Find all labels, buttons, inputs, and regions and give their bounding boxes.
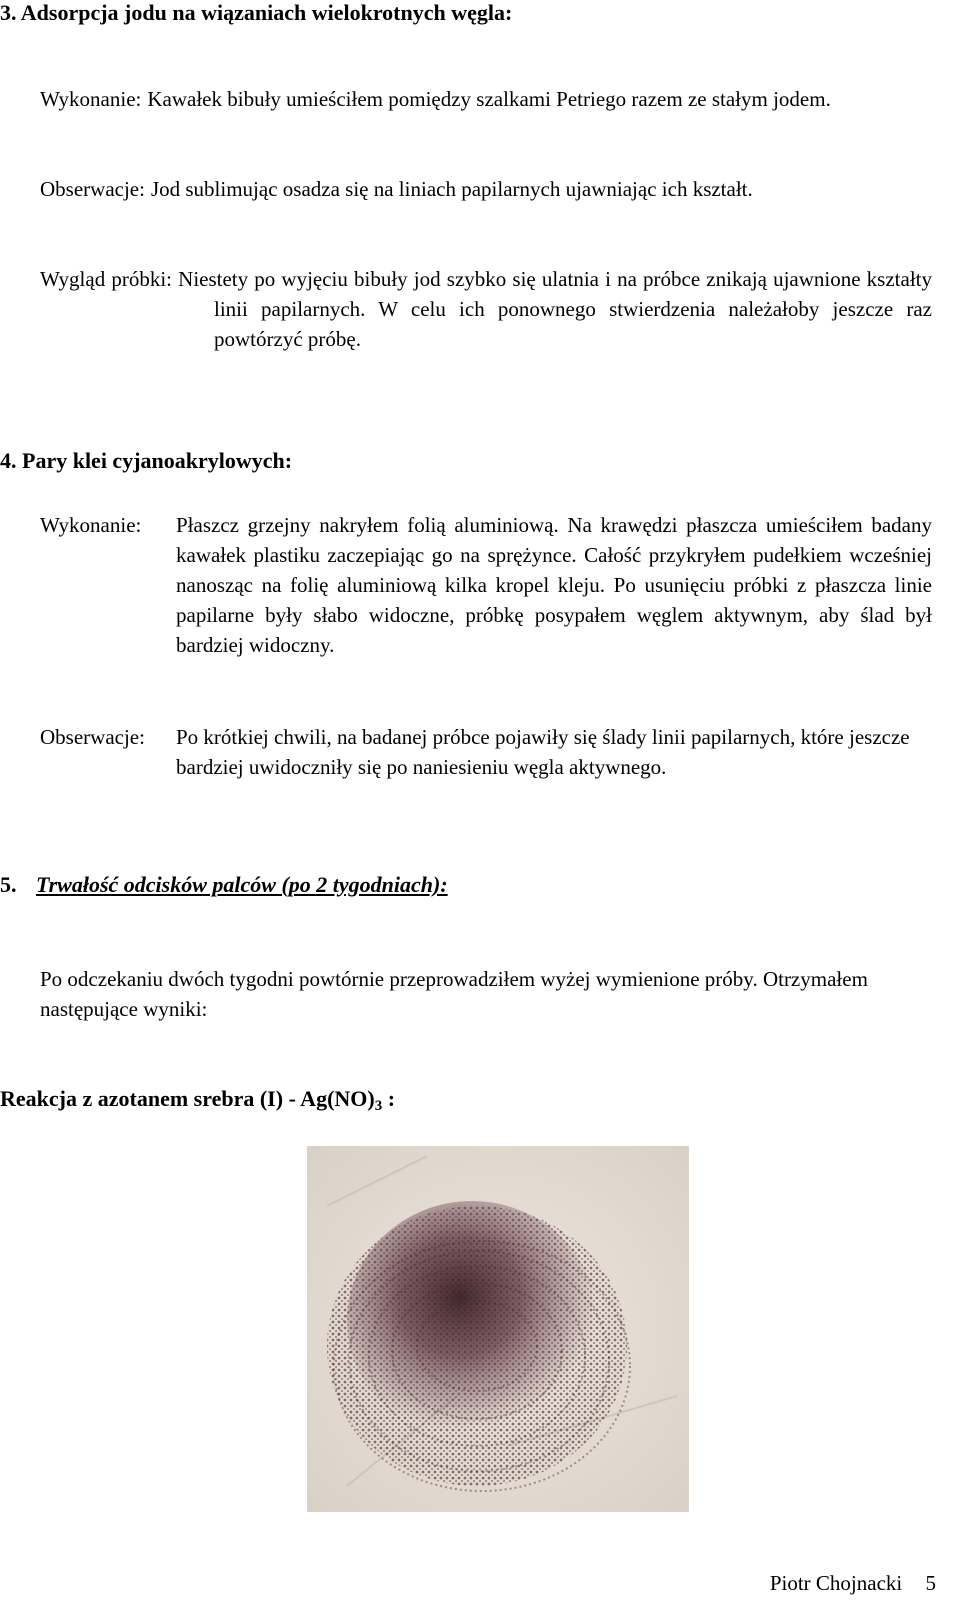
section-4-heading: 4. Pary klei cyjanoakrylowych:: [0, 448, 293, 473]
sec3-obserwacje: [40, 174, 932, 204]
sec4-obserwacje-text: Po krótkiej chwili, na badanej próbce pojawiły się ślady linii papilarnych, które jeszcze bardziej uwidoczniły się po naniesieniu węgla aktywnego.: [176, 725, 910, 779]
sec3-obserwacje-label: Obserwacje:: [40, 177, 145, 201]
sec4-wykonanie-label: Wykonanie:: [40, 513, 142, 537]
reaction-text: Reakcja z azotanem srebra (I) - Ag(NO): [0, 1086, 375, 1111]
sec4-wykonanie-text: Płaszcz grzejny nakryłem folią aluminiową. Na krawędzi płaszcza umieściłem badany kawałek plastiku zaczepiając go na sprężynce. Całość przykryłem pudełkiem wcześniej nanosząc na folię aluminiową kilka kropel kleju. Po usunięciu próbki z płaszcza linie papilarne były słabo widoczne, próbkę posypałem węglem aktywnym, aby ślad był bardziej widoczny.: [176, 513, 932, 657]
sec3-wyglad-text: Niestety po wyjęciu bibuły jod szybko się ulatnia i na próbce znikają ujawnione kształty linii papilarnych. W celu ich ponownego stwierdzenia należałoby jeszcze raz powtórzyć próbę.: [178, 267, 932, 351]
sec4-obserwacje-label: Obserwacje:: [40, 725, 145, 749]
section-5-title: Trwałość odcisków palców (po 2 tygodniach):: [36, 872, 448, 897]
sec3-wykonanie-text: Kawałek bibuły umieściłem pomiędzy szalkami Petriego razem ze stałym jodem.: [147, 87, 831, 111]
section-5-number: 5.: [0, 872, 17, 897]
sec3-wykonanie-label: Wykonanie:: [40, 87, 142, 111]
sec4-wykonanie: [40, 510, 932, 660]
reaction-suffix: :: [382, 1086, 396, 1111]
sec3-wykonanie: [40, 84, 932, 114]
sec4-obserwacje: [40, 722, 932, 782]
reaction-heading: [0, 1086, 395, 1115]
section-3-heading: 3. Adsorpcja jodu na wiązaniach wielokrotnych węgla:: [0, 0, 513, 25]
footer-page-number: 5: [925, 1571, 936, 1595]
sec3-wyglad: [40, 264, 932, 354]
footer-author: Piotr Chojnacki: [769, 1571, 903, 1595]
sec3-wyglad-paragraph: [40, 264, 932, 354]
reaction-subscript: 3: [374, 1098, 383, 1114]
sec5-paragraph: Po odczekaniu dwóch tygodni powtórnie przeprowadziłem wyżej wymienione próby. Otrzymałem następujące wyniki:: [40, 967, 868, 1021]
page-footer: [770, 1568, 936, 1598]
sec3-obserwacje-text: Jod sublimując osadza się na liniach papilarnych ujawniając ich kształt.: [150, 177, 753, 201]
sec3-wyglad-label: Wygląd próbki:: [40, 267, 173, 291]
fingerprint-photo-icon: [307, 1146, 689, 1512]
section-5-heading: [0, 872, 448, 898]
